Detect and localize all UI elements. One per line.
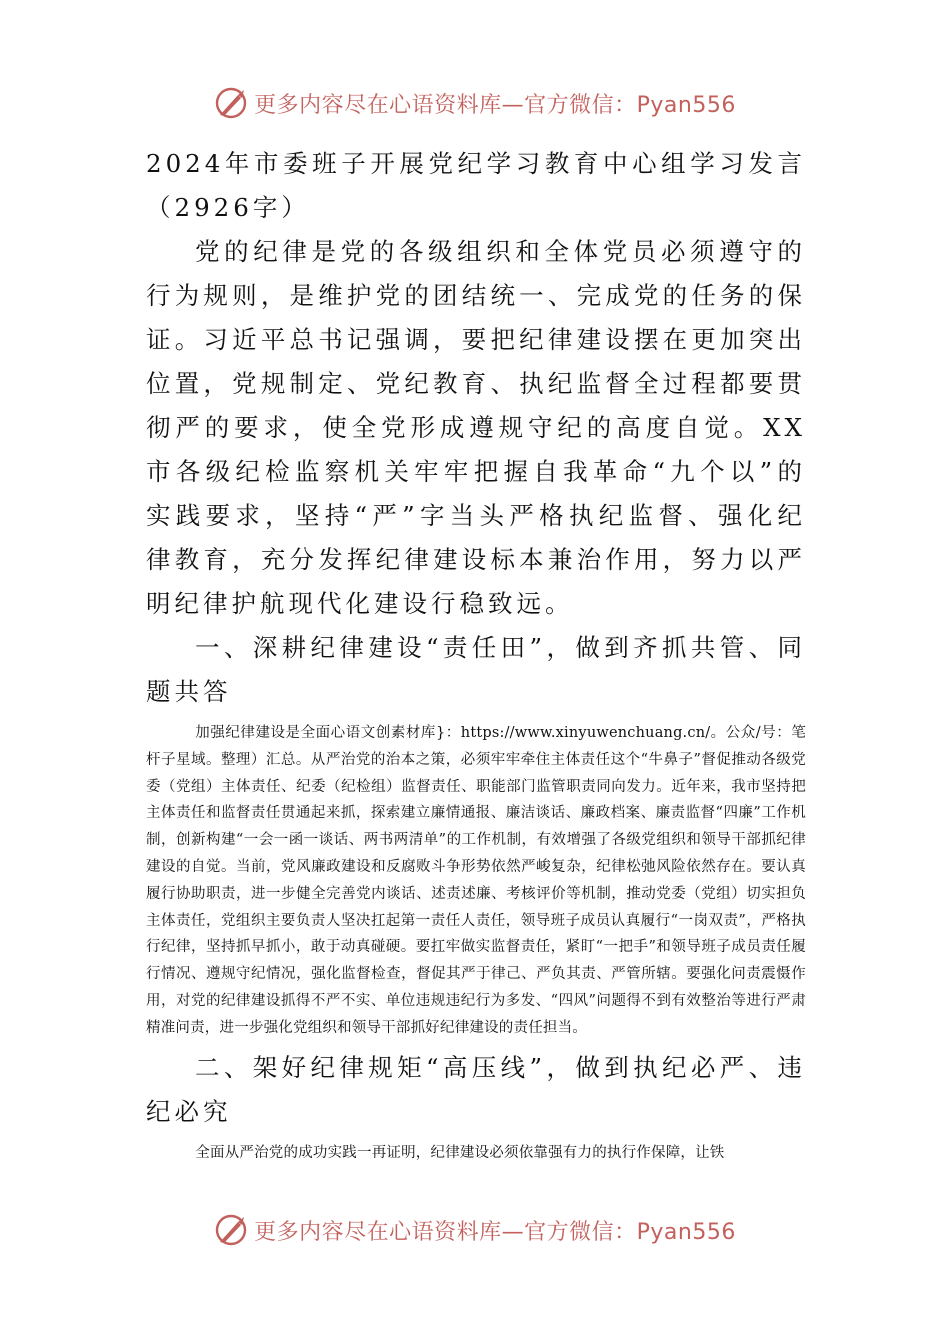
document-body [146,142,806,1170]
header-banner [0,83,950,123]
banner-text: 更多内容尽在心语资料库—官方微信：Pyan556 [254,92,736,118]
intro-paragraph: 党的纪律是党的各级组织和全体党员必须遵守的行为规则，是维护党的团结统一、完成党的任务的保证。习近平总书记强调，要把纪律建设摆在更加突出位置，党规制定、党纪教育、执纪监督全过程都要贯彻严的要求，使全党形成遵规守纪的高度自觉。XX市各级纪检监察机关牢牢把握自我革命“九个以”的实践要求，坚持“严”字当头严格执纪监督、强化纪律教育，充分发挥纪律建设标本兼治作用，努力以严明纪律护航现代化建设行稳致远。 [146,237,806,618]
footer-banner [0,1210,950,1250]
section-heading-2: 二、架好纪律规矩“高压线”，做到执纪必严、违纪必究 [146,1052,806,1126]
quill-logo-icon [214,1213,248,1247]
section-1-paragraph: 加强纪律建设是全面心语文创素材库}：https://www.xinyuwenchuang.cn/。公众/号：笔杆子星域。整理）汇总。从严治党的治本之策，必须牢牢牵住主体责任这个“牛鼻子”督促推动各级党委（党组）主体责任、纪委（纪检组）监督责任、职能部门监管职责同向发力。近年来，我市坚持把主体责任和监督责任贯通起来抓，探索建立廉情通报、廉洁谈话、廉政档案、廉责监督“四廉”工作机制，创新构建“一会一函一谈话、两书两清单”的工作机制，有效增强了各级党组织和领导干部抓纪律建设的自觉。当前，党风廉政建设和反腐败斗争形势依然严峻复杂，纪律松弛风险依然存在。要认真履行协助职责，进一步健全完善党内谈话、述责述廉、考核评价等机制，推动党委（党组）切实担负主体责任，党组织主要负责人坚决扛起第一责任人责任，领导班子成员认真履行“一岗双责”，严格执行纪律，坚持抓早抓小，敢于动真碰硬。要扛牢做实监督责任，紧盯“一把手”和领导班子成员责任履行情况、遵规守纪情况，强化监督检查，督促其严于律己、严负其责、严管所辖。要强化问责震慑作用，对党的纪律建设抓得不严不实、单位违规违纪行为多发、“四风”问题得不到有效整治等进行严肃精准问责，进一步强化党组织和领导干部抓好纪律建设的责任担当。 [146,725,806,1036]
quill-logo-icon [214,86,248,120]
section-heading-1: 一、深耕纪律建设“责任田”，做到齐抓共管、同题共答 [146,633,806,706]
banner-text: 更多内容尽在心语资料库—官方微信：Pyan556 [254,1219,736,1245]
document-title: 2024年市委班子开展党纪学习教育中心组学习发言（2926字） [146,149,806,222]
section-2-paragraph: 全面从严治党的成功实践一再证明，纪律建设必须依靠强有力的执行作保障，让铁 [195,1144,725,1161]
